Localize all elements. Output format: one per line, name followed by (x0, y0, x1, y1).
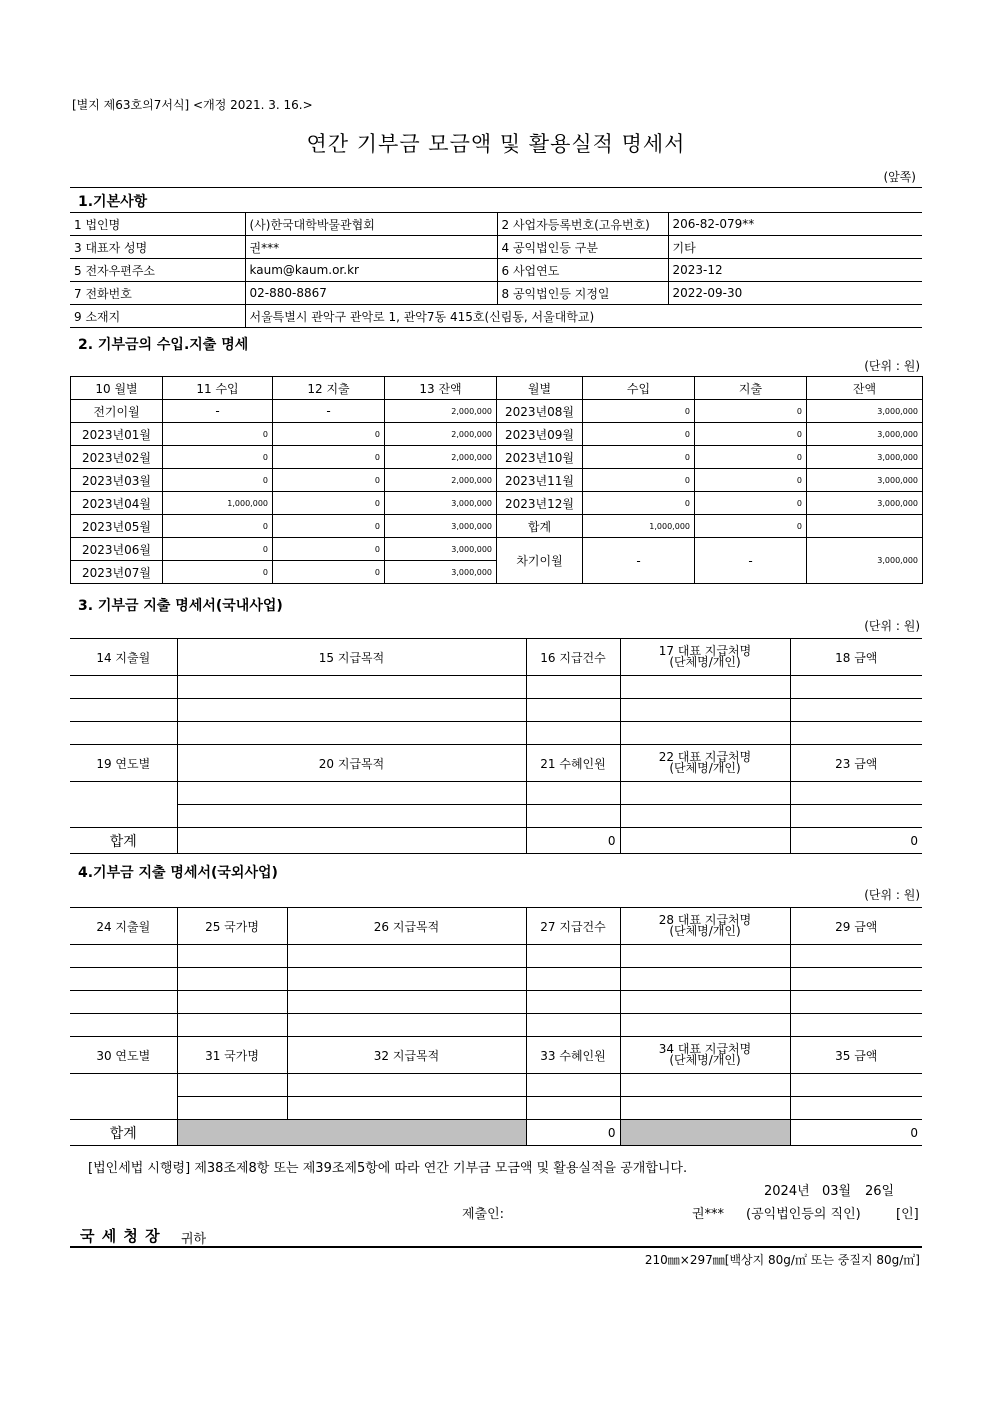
balance-cell: 3,000,000 (385, 492, 497, 515)
table-row (70, 676, 922, 699)
table-row (71, 515, 923, 538)
unit-label: (단위 : 원) (864, 359, 920, 373)
section4-heading: 4.기부금 지출 명세서(국외사업) (78, 865, 278, 881)
paper-spec: 210㎜×297㎜[백상지 80g/㎡ 또는 중질지 80g/㎡] (644, 1253, 920, 1267)
table-row (70, 1074, 922, 1097)
basic-info-row (70, 282, 922, 305)
expense-cell: 0 (273, 469, 385, 492)
column-header: 33 수혜인원 (526, 1037, 620, 1074)
table-row (70, 991, 922, 1014)
income-cell: 0 (583, 469, 695, 492)
field-label: 6 사업연도 (497, 259, 668, 282)
table-header-row (70, 1037, 922, 1074)
submitter-label: 제출인: (462, 1207, 505, 1222)
income-cell: 0 (583, 492, 695, 515)
expense-cell: 0 (273, 492, 385, 515)
header-line: 17 대표 지급처명 (658, 644, 752, 658)
balance-cell: 3,000,000 (385, 561, 497, 584)
column-header: 23 금액 (790, 745, 922, 782)
total-label: 합계 (70, 828, 177, 854)
field-value: (사)한국대학박물관협회 (245, 213, 497, 236)
income-expense-table (70, 376, 923, 584)
expense-cell: 0 (273, 538, 385, 561)
month-cell: 2023년08월 (497, 400, 583, 423)
month-cell: 2023년10월 (497, 446, 583, 469)
table-header-row (71, 377, 923, 400)
front-label: (앞쪽) (883, 170, 916, 184)
field-value: kaum@kaum.or.kr (245, 259, 497, 282)
seal-mark: [인] (896, 1207, 919, 1222)
income-cell: 0 (163, 469, 273, 492)
income-cell: 0 (163, 538, 273, 561)
field-value: 02-880-8867 (245, 282, 497, 305)
basic-info-row (70, 213, 922, 236)
basic-info-row (70, 305, 922, 328)
date-month: 03월 (822, 1184, 852, 1199)
field-label: 3 대표자 성명 (70, 236, 245, 259)
carry-balance-cell: 3,000,000 (807, 538, 923, 584)
month-cell: 2023년02월 (71, 446, 163, 469)
header-line: 28 대표 지급처명 (658, 913, 752, 927)
table-row (71, 446, 923, 469)
column-header: 24 지출월 (70, 908, 177, 945)
column-header: 29 금액 (790, 908, 922, 945)
total-count: 0 (526, 1120, 620, 1146)
month-cell: 전기이월 (71, 400, 163, 423)
column-header: 27 지급건수 (526, 908, 620, 945)
unit-label: (단위 : 원) (864, 888, 920, 902)
month-cell: 2023년11월 (497, 469, 583, 492)
header-line: (단체명/개인) (669, 761, 741, 775)
expense-cell: 0 (273, 561, 385, 584)
field-value: 206-82-079** (668, 213, 922, 236)
expense-cell: 0 (273, 446, 385, 469)
month-cell: 2023년04월 (71, 492, 163, 515)
income-cell: 0 (163, 446, 273, 469)
field-label: 2 사업자등록번호(고유번호) (497, 213, 668, 236)
field-label: 9 소재지 (70, 305, 245, 328)
submitter-name: 권*** (692, 1207, 725, 1222)
expense-cell: 0 (695, 492, 807, 515)
column-header: 25 국가명 (177, 908, 287, 945)
total-label: 합계 (497, 515, 583, 538)
total-amount: 0 (790, 828, 922, 854)
income-cell: - (163, 400, 273, 423)
balance-cell: 2,000,000 (385, 469, 497, 492)
field-value: 2022-09-30 (668, 282, 922, 305)
recipient: 국 세 청 장 (80, 1227, 161, 1245)
carry-forward-label: 차기이월 (497, 538, 583, 584)
date-year: 2024년 (764, 1184, 810, 1199)
unit-label: (단위 : 원) (864, 619, 920, 633)
income-total-cell: 1,000,000 (583, 515, 695, 538)
table-row (71, 400, 923, 423)
column-header: 14 지출월 (70, 639, 177, 676)
table-row (70, 722, 922, 745)
field-value: 권*** (245, 236, 497, 259)
submitter-role: (공익법인등의 직인) (746, 1207, 861, 1222)
expense-cell: - (273, 400, 385, 423)
column-header: 15 지급목적 (177, 639, 526, 676)
form-reference: [별지 제63호의7서식] <개정 2021. 3. 16.> (72, 98, 313, 112)
date-day: 26일 (865, 1184, 895, 1199)
column-header (620, 745, 790, 782)
table-row (70, 805, 922, 828)
balance-cell: 3,000,000 (807, 469, 923, 492)
balance-cell: 2,000,000 (385, 400, 497, 423)
column-header: 11 수입 (163, 377, 273, 400)
total-label: 합계 (70, 1120, 177, 1146)
expense-cell: 0 (273, 515, 385, 538)
overseas-expense-table (70, 907, 922, 1146)
field-label: 1 법인명 (70, 213, 245, 236)
column-header: 10 월별 (71, 377, 163, 400)
column-header: 19 연도별 (70, 745, 177, 782)
column-header: 수입 (583, 377, 695, 400)
domestic-expense-table (70, 638, 922, 854)
month-cell: 2023년05월 (71, 515, 163, 538)
column-header: 12 지출 (273, 377, 385, 400)
expense-cell: 0 (273, 423, 385, 446)
month-cell: 2023년03월 (71, 469, 163, 492)
month-cell: 2023년01월 (71, 423, 163, 446)
section2-heading: 2. 기부금의 수입.지출 명세 (78, 337, 249, 353)
expense-total-cell: 0 (695, 515, 807, 538)
balance-cell: 3,000,000 (807, 492, 923, 515)
income-cell: 0 (583, 423, 695, 446)
table-row (70, 968, 922, 991)
balance-cell: 2,000,000 (385, 446, 497, 469)
column-header: 32 지급목적 (287, 1037, 526, 1074)
table-row (70, 945, 922, 968)
column-header: 30 연도별 (70, 1037, 177, 1074)
balance-cell: 3,000,000 (807, 400, 923, 423)
month-cell: 2023년12월 (497, 492, 583, 515)
column-header: 16 지급건수 (526, 639, 620, 676)
section3-heading: 3. 기부금 지출 명세서(국내사업) (78, 598, 283, 614)
table-row (70, 1014, 922, 1037)
carry-expense-cell: - (695, 538, 807, 584)
section1-heading: 1.기본사항 (78, 194, 148, 210)
table-row (71, 469, 923, 492)
income-cell: 0 (583, 446, 695, 469)
field-label: 8 공익법인등 지정일 (497, 282, 668, 305)
table-row (71, 492, 923, 515)
expense-cell: 0 (695, 423, 807, 446)
balance-cell: 3,000,000 (385, 515, 497, 538)
month-cell: 2023년07월 (71, 561, 163, 584)
shaded-cell (177, 1120, 526, 1146)
income-cell: 1,000,000 (163, 492, 273, 515)
column-header: 31 국가명 (177, 1037, 287, 1074)
income-cell: 0 (583, 400, 695, 423)
header-line: (단체명/개인) (669, 924, 741, 938)
column-header (620, 1037, 790, 1074)
table-header-row (70, 908, 922, 945)
column-header: 잔액 (807, 377, 923, 400)
recipient-suffix: 귀하 (181, 1232, 207, 1247)
column-header: 20 지급목적 (177, 745, 526, 782)
column-header: 21 수혜인원 (526, 745, 620, 782)
column-header: 월별 (497, 377, 583, 400)
field-label: 4 공익법인등 구분 (497, 236, 668, 259)
income-cell: 0 (163, 423, 273, 446)
shaded-cell (620, 1120, 790, 1146)
total-row (70, 828, 922, 854)
expense-cell: 0 (695, 469, 807, 492)
income-cell: 0 (163, 561, 273, 584)
table-header-row (70, 639, 922, 676)
column-header: 35 금액 (790, 1037, 922, 1074)
header-line: (단체명/개인) (669, 1053, 741, 1067)
expense-cell: 0 (695, 446, 807, 469)
header-line: 22 대표 지급처명 (658, 750, 752, 764)
month-cell: 2023년09월 (497, 423, 583, 446)
field-value: 2023-12 (668, 259, 922, 282)
header-line: 34 대표 지급처명 (658, 1042, 752, 1056)
address-value: 서울특별시 관악구 관악로 1, 관악7동 415호(신림동, 서울대학교) (245, 305, 922, 328)
table-row (70, 782, 922, 805)
total-count: 0 (526, 828, 620, 854)
column-header: 26 지급목적 (287, 908, 526, 945)
disclosure-statement: [법인세법 시행령] 제38조제8항 또는 제39조제5항에 따라 연간 기부금 모금액 및 활용실적을 공개합니다. (88, 1161, 688, 1176)
balance-cell: 3,000,000 (807, 423, 923, 446)
field-label: 7 전화번호 (70, 282, 245, 305)
table-row (70, 699, 922, 722)
basic-info-row (70, 236, 922, 259)
field-value: 기타 (668, 236, 922, 259)
column-header (620, 639, 790, 676)
column-header: 13 잔액 (385, 377, 497, 400)
column-header: 18 금액 (790, 639, 922, 676)
income-cell: 0 (163, 515, 273, 538)
expense-cell: 0 (695, 400, 807, 423)
column-header: 지출 (695, 377, 807, 400)
table-row (71, 423, 923, 446)
table-row (70, 1097, 922, 1120)
month-cell: 2023년06월 (71, 538, 163, 561)
table-header-row (70, 745, 922, 782)
carry-income-cell: - (583, 538, 695, 584)
balance-cell: 3,000,000 (807, 446, 923, 469)
table-row (71, 538, 923, 561)
balance-cell: 3,000,000 (385, 538, 497, 561)
total-amount: 0 (790, 1120, 922, 1146)
document-title: 연간 기부금 모금액 및 활용실적 명세서 (306, 132, 686, 156)
basic-info-row (70, 259, 922, 282)
balance-cell: 2,000,000 (385, 423, 497, 446)
total-row (70, 1120, 922, 1146)
header-line: (단체명/개인) (669, 655, 741, 669)
balance-total-cell (807, 515, 923, 538)
field-label: 5 전자우편주소 (70, 259, 245, 282)
basic-info-table (70, 212, 922, 328)
column-header (620, 908, 790, 945)
